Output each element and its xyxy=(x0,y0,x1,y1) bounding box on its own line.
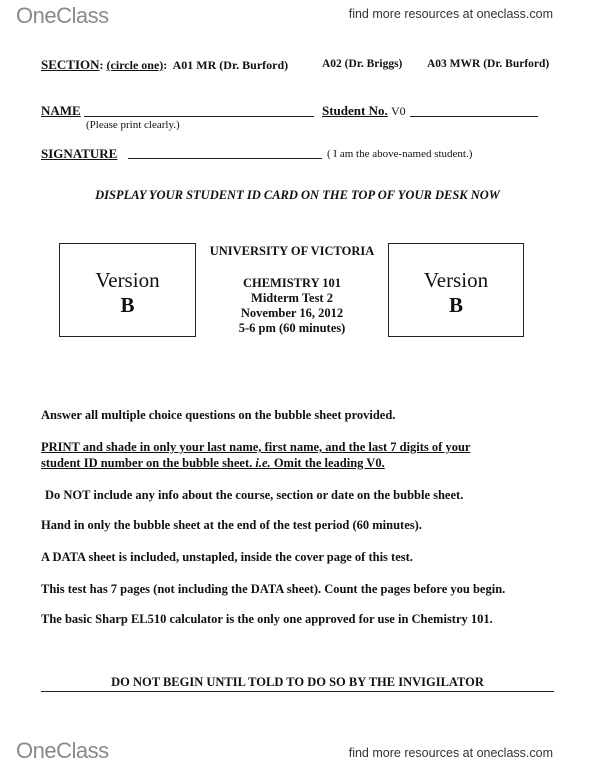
instruction-bubble-sheet: Answer all multiple choice questions on the bubble sheet provided. xyxy=(41,408,396,422)
instruction-student-id xyxy=(41,456,385,471)
instruction-calculator: The basic Sharp EL510 calculator is the only one approved for use in Chemistry 101. xyxy=(41,612,493,626)
name-label: NAME xyxy=(41,103,81,118)
print-clearly-note: (Please print clearly.) xyxy=(86,119,180,131)
oneclass-logo-bottom: OneClass xyxy=(16,738,109,763)
section-a03[interactable]: A03 MWR (Dr. Burford) xyxy=(427,58,550,70)
resources-link-top[interactable]: find more resources at oneclass.com xyxy=(348,7,553,21)
instruction-ie: i.e. xyxy=(255,456,271,470)
instruction-data-sheet: A DATA sheet is included, unstapled, inside the cover page of this test. xyxy=(41,550,413,564)
student-no-label: Student No. xyxy=(322,103,388,118)
version-letter-left: B xyxy=(120,293,135,317)
instruction-print-shade: PRINT and shade in only your last name, first name, and the last 7 digits of your xyxy=(41,440,471,454)
course-name: CHEMISTRY 101 xyxy=(242,276,342,290)
circle-one-note: (circle one) xyxy=(106,58,164,72)
do-not-begin-notice: DO NOT BEGIN UNTIL TOLD TO DO SO BY THE INVIGILATOR xyxy=(41,675,554,692)
section-label: SECTION xyxy=(41,57,100,72)
signature-note: ( I am the above-named student.) xyxy=(327,148,473,160)
section-a02[interactable]: A02 (Dr. Briggs) xyxy=(322,58,403,70)
student-no-field[interactable] xyxy=(410,116,538,117)
student-no-row xyxy=(322,103,406,119)
version-word-right: Version xyxy=(423,268,489,292)
name-field[interactable] xyxy=(84,116,314,117)
version-letter-right: B xyxy=(448,293,463,317)
instruction-hand-in: Hand in only the bubble sheet at the end of the test period (60 minutes). xyxy=(41,518,422,532)
display-id-notice: DISPLAY YOUR STUDENT ID CARD ON THE TOP OF YOUR DESK NOW xyxy=(95,188,500,202)
resources-link-bottom[interactable]: find more resources at oneclass.com xyxy=(348,746,553,760)
signature-label: SIGNATURE xyxy=(41,146,118,161)
instruction-student-id-post: Omit the leading V0. xyxy=(270,456,385,470)
exam-info-block xyxy=(196,276,388,336)
test-date: November 16, 2012 xyxy=(240,306,344,320)
oneclass-logo-top: OneClass xyxy=(16,3,109,28)
section-row: SECTION: (circle one): A01 MR (Dr. Burford) xyxy=(41,57,289,72)
version-box-right xyxy=(388,243,524,337)
test-time: 5-6 pm (60 minutes) xyxy=(238,321,346,335)
instruction-page-count: This test has 7 pages (not including the DATA sheet). Count the pages before you begin. xyxy=(41,582,506,596)
signature-field[interactable] xyxy=(128,158,322,159)
version-box-left xyxy=(59,243,196,337)
section-a01[interactable]: A01 MR (Dr. Burford) xyxy=(172,58,289,72)
instruction-no-info: Do NOT include any info about the course, section or date on the bubble sheet. xyxy=(45,488,464,502)
university-name: UNIVERSITY OF VICTORIA xyxy=(209,244,375,258)
version-word-left: Version xyxy=(95,268,160,292)
instruction-student-id-pre: student ID number on the bubble sheet. xyxy=(41,456,256,470)
test-name: Midterm Test 2 xyxy=(251,291,333,305)
student-no-prefix: V0 xyxy=(391,104,406,118)
